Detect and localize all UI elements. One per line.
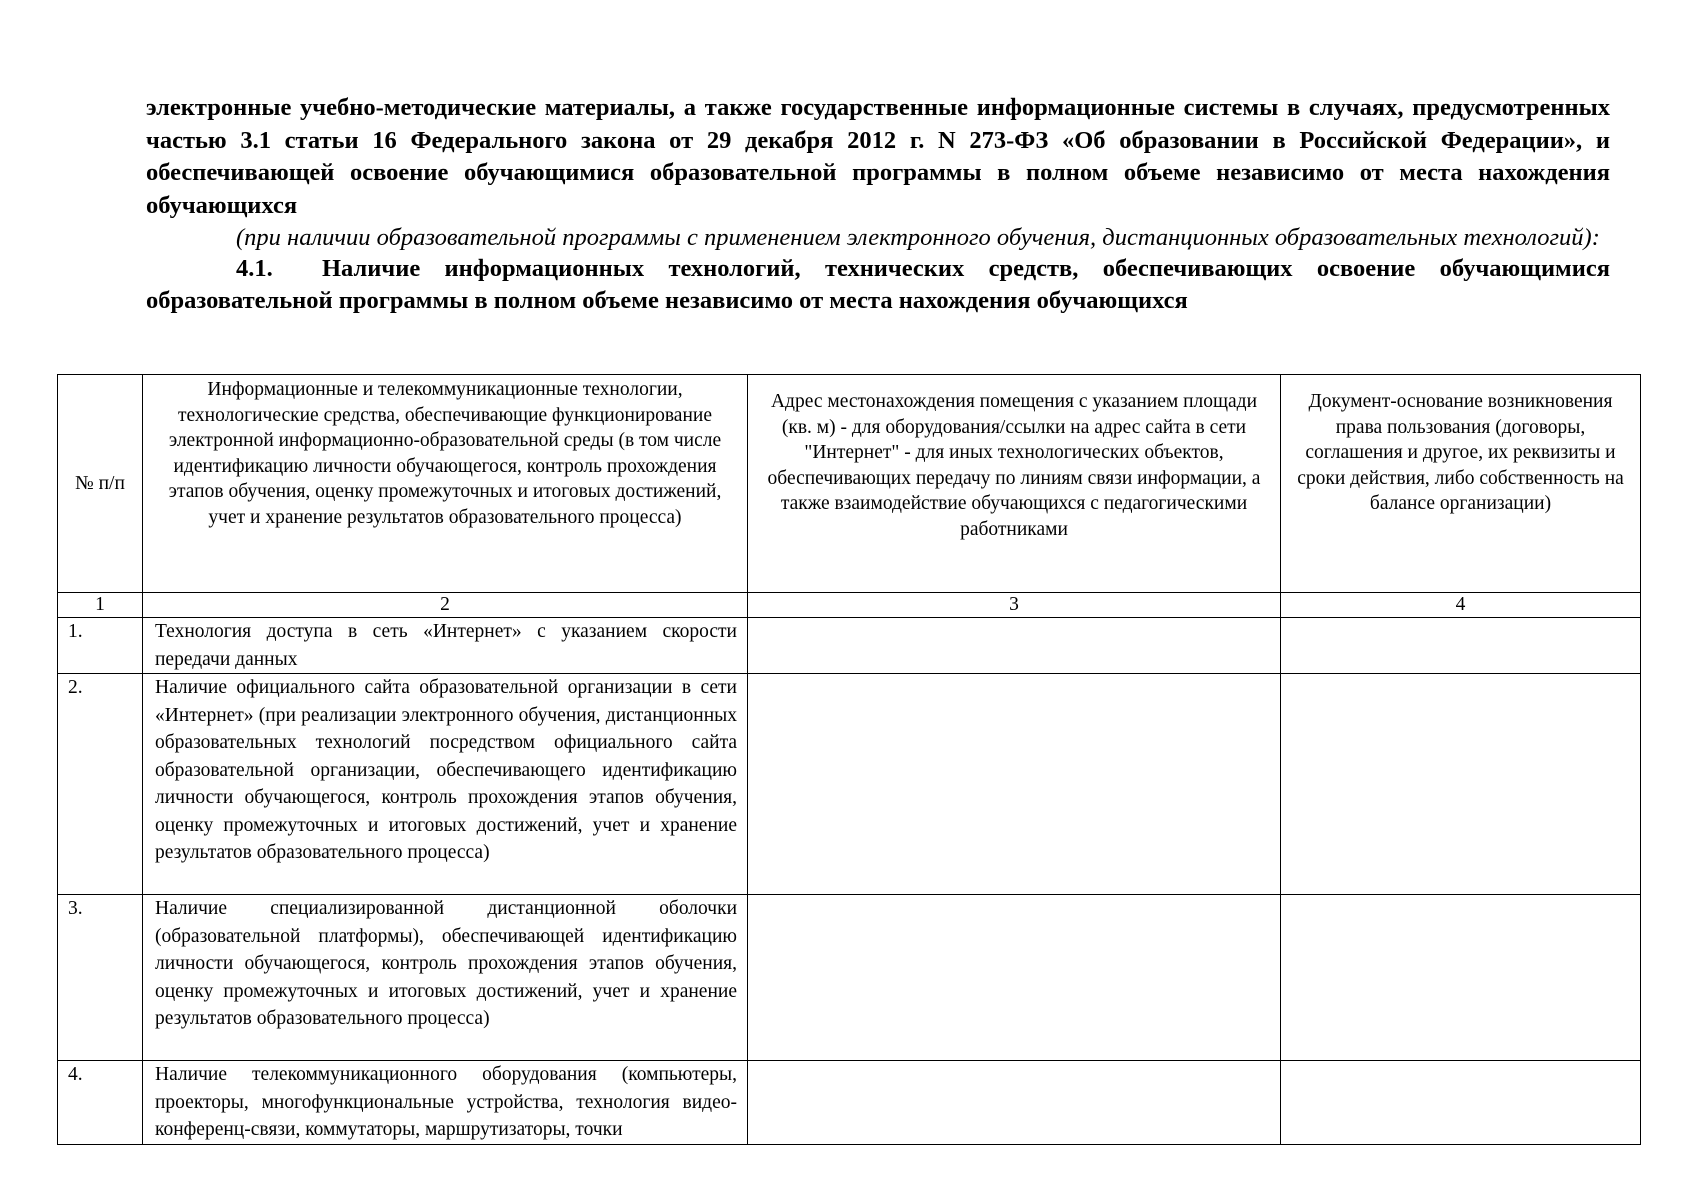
section-heading-text: Наличие информационных технологий, технических средств, обеспечивающих освоение обучающимися образовательной программы в полном объеме независимо от места нахождения обучающихся — [146, 255, 1610, 314]
row-document-cell — [1281, 618, 1641, 674]
table-row — [58, 1061, 1641, 1145]
row-address-cell — [748, 1061, 1281, 1145]
row-description: Наличие телекоммуникационного оборудования (компьютеры, проекторы, многофункциональные устройства, технология видео-конференц-связи, коммутаторы, маршрутизаторы, точки — [143, 1061, 748, 1145]
italic-note: (при наличии образовательной программы с применением электронного обучения, дистанционных образовательных технологий): — [236, 224, 1600, 251]
column-number-row — [58, 593, 1641, 618]
header-cell-address: Адрес местонахождения помещения с указанием площади (кв. м) - для оборудования/ссылки на адрес сайта в сети "Интернет" - для иных технологических объектов, обеспечивающих передачу по линиям связи информации, а также взаимодействие обучающихся с педагогическими работниками — [748, 375, 1281, 593]
row-number: 2. — [58, 674, 143, 895]
header-cell-document: Документ-основание возникновения права пользования (договоры, соглашения и другое, их реквизиты и сроки действия, либо собственность на балансе организации) — [1281, 375, 1641, 593]
row-description: Технология доступа в сеть «Интернет» с указанием скорости передачи данных — [143, 618, 748, 674]
header-cell-technologies: Информационные и телекоммуникационные технологии, технологические средства, обеспечивающие функционирование электронной информационно-образовательной среды (в том числе идентификацию личности обучающегося, контроль прохождения этапов обучения, оценку промежуточных и итоговых достижений, учет и хранение результатов образовательного процесса) — [143, 375, 748, 593]
row-document-cell — [1281, 895, 1641, 1061]
column-number: 3 — [748, 593, 1281, 618]
bold-paragraph: электронные учебно-методические материалы, а также государственные информационные системы в случаях, предусмотренных частью 3.1 статьи 16 Федерального закона от 29 декабря 2012 г. N 273-ФЗ «Об образовании в Российской Федерации», и обеспечивающей освоение обучающимися образовательной программы в полном объеме независимо от места нахождения обучающихся — [146, 94, 1610, 219]
row-description: Наличие специализированной дистанционной оболочки (образовательной платформы), обеспечивающей идентификацию личности обучающегося, контроль прохождения этапов обучения, оценку промежуточных и итоговых достижений, учет и хранение результатов образовательного процесса) — [143, 895, 748, 1061]
row-address-cell — [748, 618, 1281, 674]
table-row — [58, 618, 1641, 674]
section-number: 4.1. — [236, 255, 273, 282]
row-description: Наличие официального сайта образовательной организации в сети «Интернет» (при реализации электронного обучения, дистанционных образовательных технологий посредством официального сайта образовательной организации, обеспечивающего идентификацию личности обучающегося, контроль прохождения этапов обучения, оценку промежуточных и итоговых достижений, учет и хранение результатов образовательного процесса) — [143, 674, 748, 895]
row-address-cell — [748, 895, 1281, 1061]
intro-text-block — [146, 92, 1610, 317]
table-row — [58, 674, 1641, 895]
row-number: 3. — [58, 895, 143, 1061]
table-row — [58, 895, 1641, 1061]
row-document-cell — [1281, 674, 1641, 895]
table-header-row — [58, 375, 1641, 593]
row-number: 1. — [58, 618, 143, 674]
column-number: 4 — [1281, 593, 1641, 618]
row-number: 4. — [58, 1061, 143, 1145]
header-cell-number: № п/п — [58, 375, 143, 593]
resources-table — [57, 374, 1641, 1145]
row-document-cell — [1281, 1061, 1641, 1145]
row-address-cell — [748, 674, 1281, 895]
column-number: 2 — [143, 593, 748, 618]
section-heading — [146, 253, 1610, 317]
column-number: 1 — [58, 593, 143, 618]
